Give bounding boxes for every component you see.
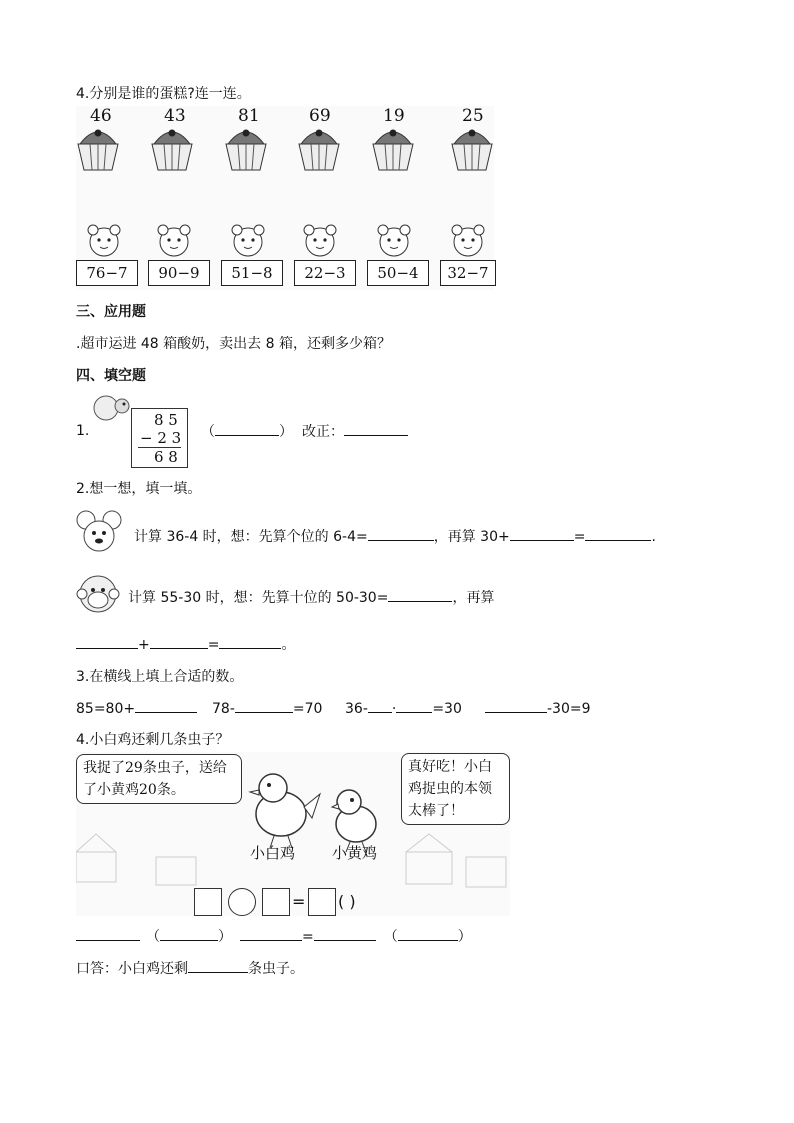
cake-number: 46 bbox=[90, 106, 112, 126]
section-heading-application: 三、应用题 bbox=[76, 304, 146, 320]
q2-line-3 bbox=[76, 634, 295, 654]
cake-number: 43 bbox=[164, 106, 186, 126]
cake-illustration bbox=[76, 106, 494, 290]
q2-line2-text-b: ，再算 bbox=[452, 590, 495, 606]
vertical-row-3: 6 8 bbox=[154, 448, 178, 466]
q4-answer-a: 口答：小白鸡还剩 bbox=[76, 961, 188, 977]
vertical-subtraction bbox=[131, 408, 188, 468]
cupcake-icon bbox=[452, 130, 492, 171]
equation-box-1[interactable] bbox=[194, 888, 222, 916]
cake-matching-image bbox=[76, 106, 494, 290]
q2-line1-text-b: ，再算 30+ bbox=[433, 529, 510, 545]
animal-head-icon bbox=[378, 225, 410, 256]
q3-expr-1-text: 85=80+ bbox=[76, 701, 136, 717]
q2-blank-5[interactable] bbox=[76, 634, 138, 649]
q2-title: 2.想一想，填一填。 bbox=[76, 481, 202, 497]
paren-open: （ bbox=[201, 424, 215, 440]
application-problem: .超市运进 48 箱酸奶，卖出去 8 箱，还剩多少箱？ bbox=[76, 336, 391, 352]
q2-blank-1[interactable] bbox=[368, 526, 434, 541]
cupcake-icon bbox=[226, 130, 266, 171]
q2-line1-text-a: 计算 36-4 时，想：先算个位的 6-4= bbox=[134, 529, 368, 545]
q3-expr-2-text-a: 78- bbox=[212, 701, 235, 717]
q2-eq: = bbox=[207, 637, 220, 653]
cake-number: 69 bbox=[309, 106, 331, 126]
expression-box: 32−7 bbox=[440, 260, 496, 286]
cake-number: 25 bbox=[462, 106, 484, 126]
vertical-row-2: − 2 3 bbox=[140, 429, 182, 447]
label-yellow-chick: 小黄鸡 bbox=[332, 844, 378, 862]
q2-end: 。 bbox=[281, 637, 296, 653]
cupcake-icon bbox=[78, 130, 118, 171]
equation-equals: = bbox=[292, 892, 306, 911]
q3-blank-3a[interactable] bbox=[368, 698, 392, 713]
cupcake-icon bbox=[152, 130, 192, 171]
q4-blank-3[interactable] bbox=[240, 926, 302, 941]
expression-box: 51−8 bbox=[221, 260, 283, 286]
q4-paren-open-2: （ bbox=[383, 929, 398, 945]
equation-unit-paren: ( ) bbox=[338, 892, 356, 911]
cake-number: 81 bbox=[238, 106, 260, 126]
q2-blank-2[interactable] bbox=[510, 526, 574, 541]
chicks-image bbox=[76, 752, 510, 916]
q3-expr-1 bbox=[76, 698, 197, 717]
q3-expr-2-text-b: =70 bbox=[292, 701, 323, 717]
expression-box: 76−7 bbox=[76, 260, 138, 286]
q2-blank-4[interactable] bbox=[388, 587, 452, 602]
q3-blank-2[interactable] bbox=[235, 698, 293, 713]
q4-equation-line bbox=[76, 926, 472, 946]
q3-blank-3b[interactable] bbox=[396, 698, 432, 713]
equation-operator-circle[interactable] bbox=[228, 888, 256, 916]
q4-blank-4[interactable] bbox=[314, 926, 376, 941]
q2-line1-text-d: . bbox=[651, 529, 656, 545]
q4-paren-close-2: ） bbox=[457, 929, 472, 945]
q3-expr-3 bbox=[345, 698, 462, 717]
q3-expr-4 bbox=[485, 698, 591, 717]
q2-blank-6[interactable] bbox=[150, 634, 208, 649]
equation-result-box[interactable] bbox=[308, 888, 336, 916]
fix-blank[interactable] bbox=[344, 421, 408, 436]
animal-head-icon bbox=[304, 225, 336, 256]
q2-line-1 bbox=[134, 526, 656, 546]
q4-blank-1[interactable] bbox=[76, 926, 140, 941]
cake-question-title: 4.分别是谁的蛋糕?连一连。 bbox=[76, 86, 251, 102]
monkey-face-icon bbox=[76, 572, 120, 618]
q4-blank-5[interactable] bbox=[398, 926, 458, 941]
mouse-face-icon bbox=[76, 508, 122, 556]
judge-blank[interactable] bbox=[215, 421, 279, 436]
expression-box: 90−9 bbox=[148, 260, 210, 286]
speech-bubble-white-chick: 我捉了29条虫子，送给了小黄鸡20条。 bbox=[76, 754, 242, 804]
cake-number: 19 bbox=[383, 106, 405, 126]
equation-box-2[interactable] bbox=[262, 888, 290, 916]
vertical-row-1: 8 5 bbox=[154, 411, 178, 429]
q3-blank-1[interactable] bbox=[135, 698, 197, 713]
judge-paren bbox=[201, 421, 293, 441]
q4-paren-open-1: （ bbox=[146, 929, 160, 945]
section-heading-fill-blank: 四、填空题 bbox=[76, 368, 146, 384]
q2-blank-3[interactable] bbox=[585, 526, 651, 541]
q4-paren-close-1: ） bbox=[218, 929, 232, 945]
q3-title: 3.在横线上填上合适的数。 bbox=[76, 669, 244, 685]
q4-title: 4.小白鸡还剩几条虫子？ bbox=[76, 732, 230, 748]
question-number: 1. bbox=[76, 423, 90, 439]
fix-line bbox=[302, 421, 408, 441]
paren-close: ） bbox=[279, 424, 293, 440]
animal-head-icon bbox=[158, 225, 190, 256]
expression-box: 50−4 bbox=[367, 260, 429, 286]
q2-line2-text-a: 计算 55-30 时，想：先算十位的 50-30= bbox=[128, 590, 389, 606]
q2-plus: + bbox=[138, 637, 150, 653]
q4-line-eq: = bbox=[302, 929, 314, 945]
q3-expr-4-text: -30=9 bbox=[547, 701, 591, 717]
cupcake-icon bbox=[299, 130, 339, 171]
animal-head-icon bbox=[88, 225, 120, 256]
squirrel-icon bbox=[90, 392, 134, 428]
q3-expr-3-text-b: =30 bbox=[432, 701, 462, 717]
q4-blank-2[interactable] bbox=[160, 926, 218, 941]
cupcake-icon bbox=[373, 130, 413, 171]
q3-expr-3-dot: · bbox=[391, 701, 397, 717]
fix-label: 改正： bbox=[302, 424, 344, 440]
label-white-chick: 小白鸡 bbox=[250, 844, 296, 862]
q4-answer-blank[interactable] bbox=[188, 958, 248, 973]
q3-blank-4[interactable] bbox=[485, 698, 547, 713]
animal-head-icon bbox=[452, 225, 484, 256]
q2-line1-text-c: = bbox=[573, 529, 586, 545]
speech-bubble-yellow-chick: 真好吃！小白鸡捉虫的本领太棒了！ bbox=[401, 753, 510, 825]
q3-expr-3-text-a: 36- bbox=[345, 701, 368, 717]
q2-line-2 bbox=[128, 587, 494, 607]
q4-answer-b: 条虫子。 bbox=[248, 961, 304, 977]
q4-answer-line bbox=[76, 958, 304, 978]
expression-box: 22−3 bbox=[294, 260, 356, 286]
q2-blank-7[interactable] bbox=[219, 634, 281, 649]
q3-expr-2 bbox=[212, 698, 322, 717]
animal-head-icon bbox=[232, 225, 264, 256]
